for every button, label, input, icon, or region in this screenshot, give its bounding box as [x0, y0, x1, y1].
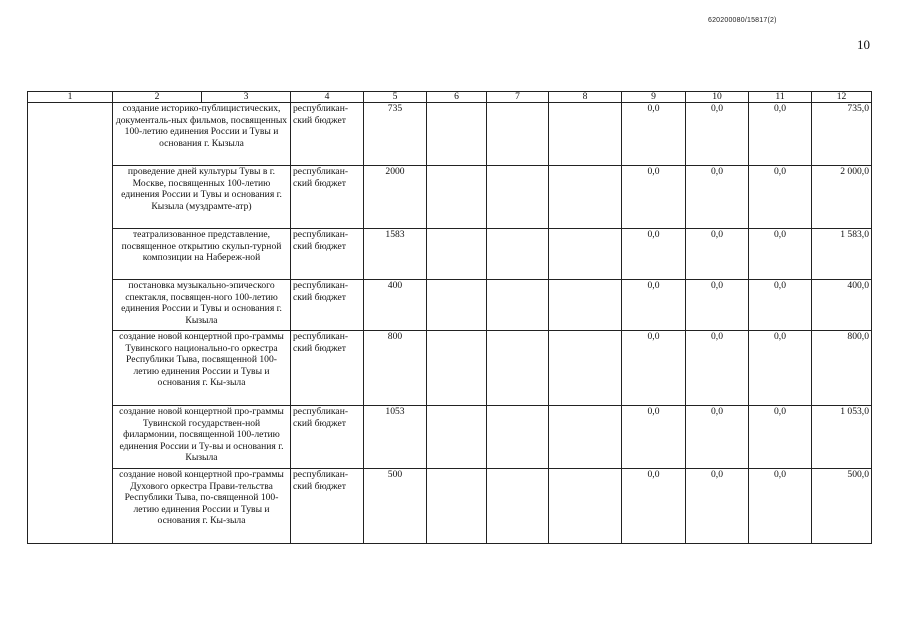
- value-total: 2 000,0: [812, 166, 872, 229]
- column-header: 7: [487, 92, 549, 103]
- table-row: [28, 229, 872, 280]
- empty-cell: [28, 103, 113, 544]
- page-number: 10: [857, 37, 870, 52]
- value-col9: 0,0: [622, 280, 686, 331]
- empty-cell: [427, 331, 487, 406]
- value-total: 1 053,0: [812, 406, 872, 469]
- empty-cell: [427, 103, 487, 166]
- budget-table: [27, 91, 872, 544]
- value-col9: 0,0: [622, 229, 686, 280]
- table-row: [28, 331, 872, 406]
- table-row: [28, 469, 872, 544]
- value-col11: 0,0: [749, 280, 812, 331]
- activity-description: театрализованное представление, посвященное открытию скульп-турной композиции на Набереж-ной: [113, 229, 291, 280]
- value-col5: 1583: [364, 229, 427, 280]
- activity-description: создание историко-публицистических, документаль-ных фильмов, посвященных 100-летию единения России и Тувы и основания г. Кызыла: [113, 103, 291, 166]
- column-number-row: [28, 92, 872, 103]
- empty-cell: [427, 406, 487, 469]
- document-id: 620200080/15817(2): [708, 17, 777, 24]
- column-header: 3: [202, 92, 291, 103]
- value-col10: 0,0: [686, 406, 749, 469]
- empty-cell: [487, 229, 549, 280]
- table-row: [28, 406, 872, 469]
- empty-cell: [549, 103, 622, 166]
- empty-cell: [487, 103, 549, 166]
- column-header: 12: [812, 92, 872, 103]
- value-col11: 0,0: [749, 103, 812, 166]
- table-row: [28, 103, 872, 166]
- empty-cell: [549, 229, 622, 280]
- funding-source: республикан-ский бюджет: [291, 229, 364, 280]
- value-col11: 0,0: [749, 469, 812, 544]
- activity-description: постановка музыкально-эпического спектакля, посвящен-ного 100-летию единения России и Тувы и основания г. Кызыла: [113, 280, 291, 331]
- value-col9: 0,0: [622, 166, 686, 229]
- funding-source: республикан-ский бюджет: [291, 280, 364, 331]
- column-header: 1: [28, 92, 113, 103]
- funding-source: республикан-ский бюджет: [291, 331, 364, 406]
- activity-description: создание новой концертной про-граммы Тувинского национально-го оркестра Республики Тыва, посвященной 100-летию единения России и Тувы и основания г. Кы-зыла: [113, 331, 291, 406]
- column-header: 6: [427, 92, 487, 103]
- funding-source: республикан-ский бюджет: [291, 469, 364, 544]
- empty-cell: [487, 406, 549, 469]
- column-header: 11: [749, 92, 812, 103]
- value-total: 500,0: [812, 469, 872, 544]
- value-col5: 1053: [364, 406, 427, 469]
- value-total: 1 583,0: [812, 229, 872, 280]
- table-row: [28, 280, 872, 331]
- empty-cell: [427, 280, 487, 331]
- empty-cell: [427, 469, 487, 544]
- value-total: 800,0: [812, 331, 872, 406]
- value-col11: 0,0: [749, 331, 812, 406]
- value-col10: 0,0: [686, 229, 749, 280]
- funding-source: республикан-ский бюджет: [291, 103, 364, 166]
- value-col5: 2000: [364, 166, 427, 229]
- value-col10: 0,0: [686, 103, 749, 166]
- value-col11: 0,0: [749, 166, 812, 229]
- empty-cell: [487, 331, 549, 406]
- value-col9: 0,0: [622, 406, 686, 469]
- value-col11: 0,0: [749, 229, 812, 280]
- value-col10: 0,0: [686, 166, 749, 229]
- value-col9: 0,0: [622, 331, 686, 406]
- empty-cell: [549, 166, 622, 229]
- value-col5: 800: [364, 331, 427, 406]
- empty-cell: [549, 406, 622, 469]
- empty-cell: [487, 280, 549, 331]
- value-col9: 0,0: [622, 469, 686, 544]
- value-col10: 0,0: [686, 331, 749, 406]
- value-col5: 500: [364, 469, 427, 544]
- funding-source: республикан-ский бюджет: [291, 166, 364, 229]
- value-col5: 735: [364, 103, 427, 166]
- column-header: 9: [622, 92, 686, 103]
- empty-cell: [549, 331, 622, 406]
- value-col5: 400: [364, 280, 427, 331]
- value-col11: 0,0: [749, 406, 812, 469]
- value-total: 735,0: [812, 103, 872, 166]
- value-total: 400,0: [812, 280, 872, 331]
- column-header: 10: [686, 92, 749, 103]
- funding-source: республикан-ский бюджет: [291, 406, 364, 469]
- column-header: 5: [364, 92, 427, 103]
- column-header: 8: [549, 92, 622, 103]
- column-header: 4: [291, 92, 364, 103]
- empty-cell: [487, 166, 549, 229]
- column-header: 2: [113, 92, 202, 103]
- value-col10: 0,0: [686, 280, 749, 331]
- empty-cell: [427, 229, 487, 280]
- empty-cell: [549, 469, 622, 544]
- value-col9: 0,0: [622, 103, 686, 166]
- empty-cell: [549, 280, 622, 331]
- activity-description: проведение дней культуры Тувы в г. Москве, посвященных 100-летию единения России и Тувы и основания г. Кызыла (муздрамте-атр): [113, 166, 291, 229]
- table-row: [28, 166, 872, 229]
- empty-cell: [427, 166, 487, 229]
- empty-cell: [487, 469, 549, 544]
- value-col10: 0,0: [686, 469, 749, 544]
- activity-description: создание новой концертной про-граммы Тувинской государствен-ной филармонии, посвященной 100-летию единения России и Ту-вы и основания г. Кызыла: [113, 406, 291, 469]
- activity-description: создание новой концертной про-граммы Духового оркестра Прави-тельства Республики Тыва, по-священной 100-летию единения России и Тувы и основания г. Кы-зыла: [113, 469, 291, 544]
